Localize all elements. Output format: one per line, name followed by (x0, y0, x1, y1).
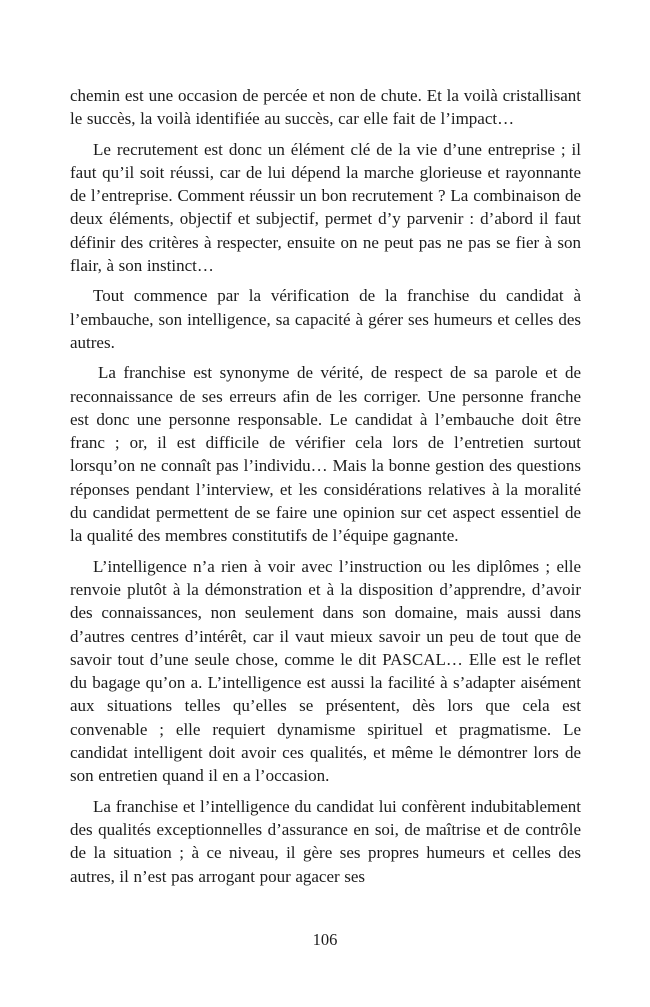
page-body-text (70, 84, 581, 888)
paragraph-continuation: chemin est une occasion de percée et non de chute. Et la voilà cristallisant le succès, la voilà identifiée au succès, car elle fait de l’impact… (70, 86, 581, 129)
page-number: 106 (312, 930, 338, 949)
paragraph-intelligence: L’intelligence n’a rien à voir avec l’instruction ou les diplômes ; elle renvoie plutôt à la démonstration et à la disposition d’apprendre, d’avoir des connaissances, non seulement dans son domaine, mais aussi dans d’autres centres d’intérêt, car il vaut mieux savoir un peu de tout que de savoir tout d’une seule chose, comme le dit PASCAL… Elle est le reflet du bagage qu’on a. L’intelligence est aussi la facilité à s’adapter aisément aux situations telles qu’elles se présentent, dès lors que cela est convenable ; elle requiert dynamisme spirituel et pragmatisme. Le candidat intelligent doit avoir ces qualités, et même le démontrer lors de son entretien quand il en a l’occasion. (70, 556, 581, 786)
paragraph-franchise: La franchise est synonyme de vérité, de respect de sa parole et de reconnaissance de ses erreurs afin de les corriger. Une personne franche est donc une personne responsable. Le candidat à l’embauche doit être franc ; or, il est difficile de vérifier cela lors de l’entretien surtout lorsqu’on ne connaît pas l’individu… Mais la bonne gestion des questions réponses pendant l’interview, et les considérations relatives à la moralité du candidat permettent de se faire une opinion sur cet aspect essentiel de la qualité des membres constitutifs de l’équipe gagnante. (70, 363, 581, 546)
paragraph-verification: Tout commence par la vérification de la franchise du candidat à l’embauche, son intelligence, sa capacité à gérer ses humeurs et celles des autres. (70, 286, 581, 352)
paragraph-recrutement: Le recrutement est donc un élément clé de la vie d’une entreprise ; il faut qu’il soit réussi, car de lui dépend la marche glorieuse et rayonnante de l’entreprise. Comment réussir un bon recrutement ? La combinaison de deux éléments, objectif et subjectif, permet d’y parvenir : d’abord il faut définir des critères à respecter, ensuite on ne peut pas ne pas se fier à son flair, à son instinct… (70, 139, 581, 276)
paragraph-qualites: La franchise et l’intelligence du candidat lui confèrent indubitablement des qualités exceptionnelles d’assurance en soi, de maîtrise et de contrôle de la situation ; à ce niveau, il gère ses propres humeurs et celles des autres, il n’est pas arrogant pour agacer ses (70, 796, 581, 886)
